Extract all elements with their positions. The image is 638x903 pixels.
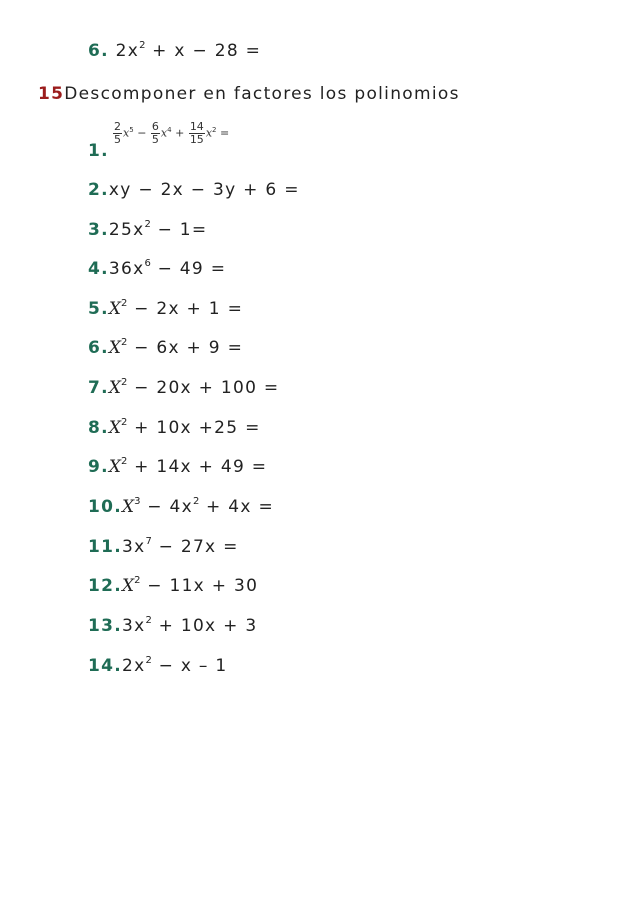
item-number: 12. bbox=[88, 576, 123, 596]
item-number: 1. bbox=[88, 141, 109, 161]
item-number: 14. bbox=[88, 656, 123, 676]
exponent: 2 bbox=[139, 40, 146, 51]
list-item: $3.25x^2 - 1=$ bbox=[88, 219, 208, 240]
item-number: 13. bbox=[88, 616, 123, 636]
list-item: $10.X^3 - 4x^2 + 4x$ = bbox=[88, 496, 274, 517]
list-item: $8.X^2 + 10x +25$ = bbox=[88, 417, 261, 438]
item-number: 3. bbox=[88, 220, 109, 240]
fraction: $\frac{6}{5}$ bbox=[151, 120, 159, 146]
item-number: 10. bbox=[88, 497, 123, 517]
list-item: $11.3x^7 - 27x$ = bbox=[88, 536, 239, 557]
list-item: 2.xy − 2x − 3y + 6 = bbox=[88, 180, 300, 200]
fraction: $\frac{2}{5}$ bbox=[114, 120, 121, 146]
list-item: $4.36x^6 - 49$ = bbox=[88, 258, 227, 279]
list-item: $7.X^2 - 20x + 100$ = bbox=[88, 377, 280, 398]
item-number: 11. bbox=[88, 537, 123, 557]
list-item: $13.3x^2 + 10x + 3$ bbox=[88, 615, 258, 636]
list-item: $12.X^2 - 11x + 30$ bbox=[88, 575, 259, 596]
item-number: 6. bbox=[88, 41, 109, 61]
item-number: 4. bbox=[88, 259, 109, 279]
item-number: 9. bbox=[88, 457, 109, 477]
section-number: 15 bbox=[38, 84, 65, 104]
section-heading bbox=[38, 84, 460, 104]
list-item: $9.X^2 + 14x + 49$ = bbox=[88, 456, 268, 477]
item-number: 2. bbox=[88, 180, 109, 200]
item-number: 8. bbox=[88, 418, 109, 438]
list-item: $14.2x^2 - x - 1$ bbox=[88, 655, 228, 676]
fraction-expression: $\frac{2}{5}$ $x^5$ − $\frac{6}{5}$ $x^4$ + $\frac{14}{15}$ $x^2$ = bbox=[114, 120, 230, 146]
item-number: 5. bbox=[88, 299, 109, 319]
list-item bbox=[88, 141, 109, 161]
item-expr-pre: 2x bbox=[115, 41, 140, 61]
section-title: Descomponer en factores los polinomios bbox=[64, 84, 460, 104]
list-item: $5.X^2 - 2x + 1$ = bbox=[88, 298, 244, 319]
list-item: $6.X^2 - 6x + 9$ = bbox=[88, 337, 244, 358]
item-expr-post: + x − 28 = bbox=[145, 41, 262, 61]
fraction: $\frac{14}{15}$ bbox=[189, 120, 204, 146]
item-number: 6. bbox=[88, 338, 109, 358]
item-number: 7. bbox=[88, 378, 109, 398]
exercise-item-top bbox=[88, 41, 261, 64]
